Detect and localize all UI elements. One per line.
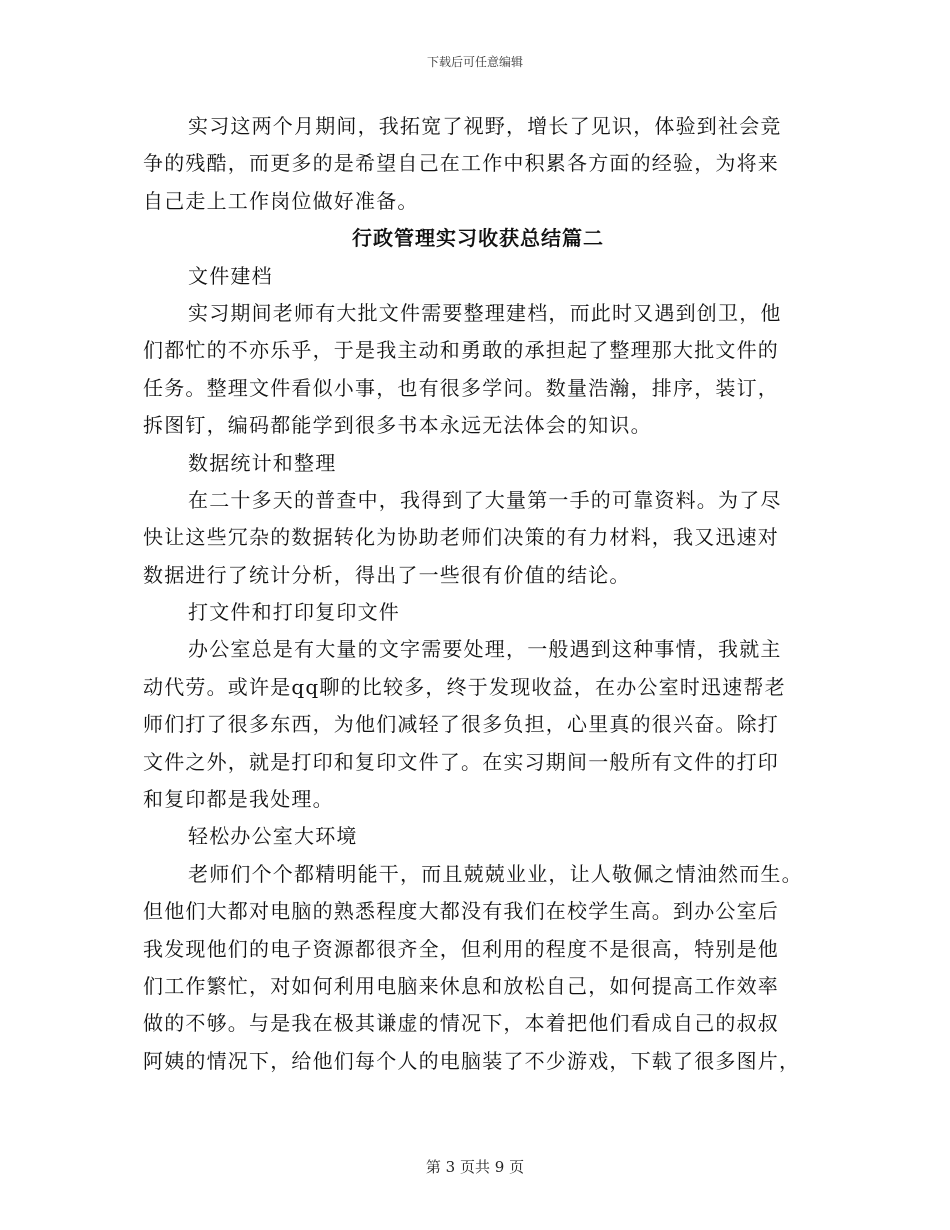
section-title: 行政管理实习收获总结篇二: [352, 226, 604, 251]
paragraph-line: 轻松办公室大环境: [188, 824, 358, 849]
paragraph-line: 们工作繁忙，对如何利用电脑来休息和放松自己，如何提高工作效率: [143, 973, 779, 998]
paragraph-line: 任务。整理文件看似小事，也有很多学问。数量浩瀚，排序，装订，: [143, 375, 779, 400]
paragraph-line: 文件建档: [188, 263, 273, 288]
paragraph-line: 文件之外，就是打印和复印文件了。在实习期间一般所有文件的打印: [143, 749, 779, 774]
paragraph-line: 师们打了很多东西，为他们减轻了很多负担，心里真的很兴奋。除打: [143, 712, 779, 737]
paragraph-line: 快让这些冗杂的数据转化为协助老师们决策的有力材料，我又迅速对: [143, 525, 779, 550]
paragraph-line: 实习这两个月期间，我拓宽了视野，增长了见识，体验到社会竞: [188, 114, 782, 138]
paragraph-line: 拆图钉，编码都能学到很多书本永远无法体会的知识。: [143, 413, 652, 438]
paragraph-line: 争的残酷，而更多的是希望自己在工作中积累各方面的经验，为将来: [143, 151, 779, 176]
paragraph-line: 做的不够。与是我在极其谦虚的情况下，本着把他们看成自己的叔叔: [143, 1011, 779, 1036]
paragraph-line: 和复印都是我处理。: [143, 787, 334, 812]
paragraph-line: 在二十多天的普查中，我得到了大量第一手的可靠资料。为了尽: [188, 487, 782, 512]
document-body: [143, 108, 813, 1080]
paragraph-line: 实习期间老师有大批文件需要整理建档，而此时又遇到创卫，他: [188, 300, 782, 325]
paragraph-line: 数据进行了统计分析，得出了一些很有价值的结论。: [143, 562, 631, 587]
paragraph-line: 但他们大都对电脑的熟悉程度大都没有我们在校学生高。到办公室后: [143, 899, 779, 924]
paragraph-line: 动代劳。或许是qq聊的比较多，终于发现收益，在办公室时迅速帮老: [143, 674, 786, 699]
paragraph-line: 我发现他们的电子资源都很齐全，但利用的程度不是很高，特别是他: [143, 936, 779, 961]
paragraph-line: 阿姨的情况下，给他们每个人的电脑装了不少游戏，下载了很多图片，: [143, 1048, 801, 1073]
paragraph-line: 们都忙的不亦乐乎，于是我主动和勇敢的承担起了整理那大批文件的: [143, 338, 779, 363]
paragraph-line: 打文件和打印复印文件: [188, 600, 400, 625]
paragraph-line: 办公室总是有大量的文字需要处理，一般遇到这种事情，我就主: [188, 637, 782, 662]
paragraph-line: 自己走上工作岗位做好准备。: [143, 188, 419, 213]
page-footer: 第 3 页共 9 页: [425, 1158, 525, 1176]
paragraph-line: 老师们个个都精明能干，而且兢兢业业，让人敬佩之情油然而生。: [188, 861, 803, 886]
page-header: 下载后可任意编辑: [426, 55, 523, 69]
paragraph-line: 数据统计和整理: [188, 450, 337, 475]
